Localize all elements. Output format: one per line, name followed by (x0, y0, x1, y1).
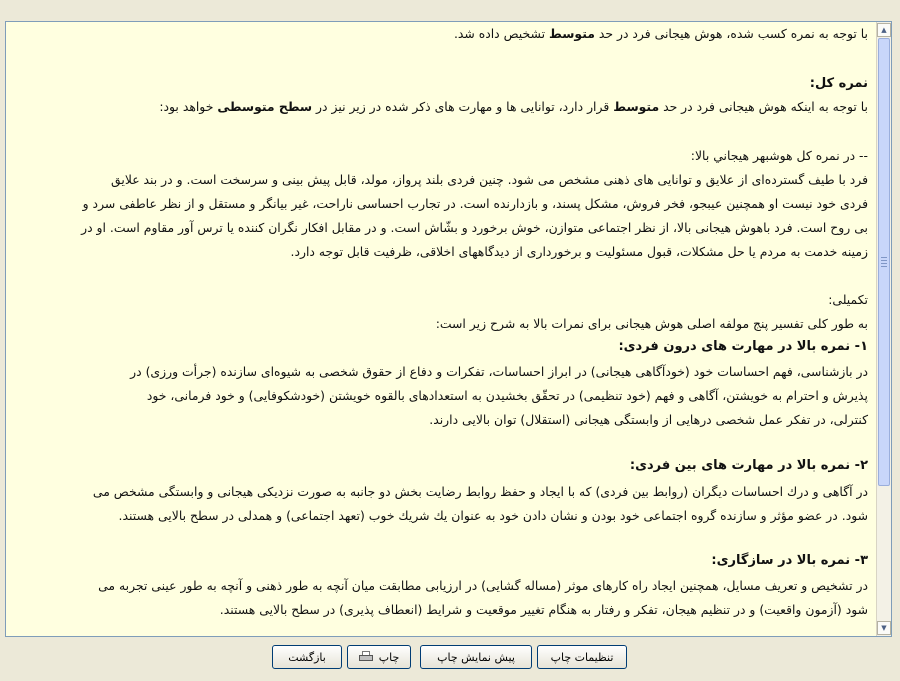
section-2-line: در آگاهی و درك احساسات ديگران (روابط بين فردى) كه با ايجاد و حفظ روابط رضايت بخش دو جانبه به صورت نزديكى هيجانى و وابستگى مشخص مى (92, 484, 868, 499)
back-button[interactable] (272, 645, 342, 669)
section-3-title: ۳- نمره بالا در سازگاری: (711, 553, 868, 568)
vertical-scrollbar[interactable] (876, 22, 891, 636)
report-content (6, 22, 876, 636)
section-1-line: در بازشناسی، فهم احساسات خود (خودآگاهی هیجانی) در ابراز احساسات، تفکرات و دفاع از حقوق شخصی به شیوه‌ای سازنده (جرأت ورزی) در (130, 364, 868, 379)
back-button-label: بازگشت (288, 650, 326, 664)
section-1-line: پذیرش و احترام به خویشتن، آگاهی و فهم (خود تنظیمی) در تحقّق بخشیدن به استعدادهای بالقوه خویشتن (خودشکوفایی) و خود فرمانی، خود (146, 388, 868, 403)
button-bar (0, 645, 900, 671)
report-viewer (5, 21, 892, 637)
high-score-line: فرد با طیف گسترده‌ای از علایق و توانایی های ذهنی مشخص می شود. چنین فردی بلند پرواز، مولد، قابل پیش بینی و سرسخت است. و در بند علایق (111, 172, 868, 187)
overall-score-text: با توجه به اینکه هوش هیجانی فرد در حد متوسط قرار دارد، توانایی ها و مهارت های ذکر شده در زیر نیز در سطح متوسطی خواهد بود: (159, 99, 868, 114)
overall-score-title: نمره کل: (809, 76, 868, 91)
print-settings-button-label: تنظیمات چاپ (550, 650, 614, 664)
section-3-line: شود (آزمون واقعیت) و در تنظیم هیجان، تفکر و رفتار به هنگام تغییر موقعیت و شرایط (انعطاف پذیری) در سطح بالایی هستند. (219, 602, 868, 617)
high-score-line: فردی خود نیست او همچنین عیبجو، فخر فروش، مشکل پسند، و بازدارنده است. در تجارب احساسی ناراحت، غیر بیانگر و مستقل و از نظر عاطفی سرد و (82, 196, 868, 211)
intro-line: با توجه به نمره کسب شده، هوش هیجانی فرد در حد متوسط تشخیص داده شد. (453, 26, 868, 41)
print-preview-button[interactable] (420, 645, 532, 669)
section-1-line: کنترلی، در تفکر عمل شخصی درهایی از وابستگی هیجانی (استقلال) توان بالایی دارند. (429, 412, 868, 427)
section-3-line: در تشخیص و تعریف مسایل، همچنین ایجاد راه کارهای موثر (مساله گشایی) در ارزیابی مطابقت میان آنچه به طور ذهنی و آنچه به طور عینی تجربه می (98, 578, 868, 593)
print-button-label: چاپ (378, 650, 400, 664)
section-2-title: ۲- نمره بالا در مهارت های بین فردی: (629, 458, 868, 473)
section-1-title: ۱- نمره بالا در مهارت های درون فردی: (618, 339, 868, 354)
high-score-line: زمینه خدمت به مردم یا حل مشکلات، قبول مسئولیت و برخورداری از دیدگاههای اخلاقی، ظرفیت قابل توجه دارد. (290, 244, 868, 259)
section-2-line: شود. در عضو مؤثر و سازنده گروه اجتماعى خود بودن و نشان دادن خود به عنوان يك شريك خوب (تعهد اجتماعى) و همدلی در سطح بالایی هستند. (118, 508, 868, 523)
level-text: متوسط (548, 26, 595, 41)
scrollbar-thumb[interactable] (878, 38, 890, 486)
arrow-down-icon[interactable]: ▼ (877, 621, 891, 635)
supplementary-title: تکمیلی: (828, 292, 868, 307)
printer-icon (359, 651, 373, 663)
print-preview-button-label: پیش نمایش چاپ (437, 650, 515, 664)
arrow-up-icon[interactable]: ▲ (877, 23, 891, 37)
supplementary-intro: به طور کلی تفسیر پنج مولفه اصلی هوش هیجانی برای نمرات بالا به شرح زیر است: (435, 316, 868, 331)
print-button[interactable] (347, 645, 411, 669)
print-settings-button[interactable] (537, 645, 627, 669)
high-score-line: بی روح است. فرد باهوش هیجانی بالا، از نظر اجتماعی متوازن، خوش برخورد و بشّاش است. و در مقابل افکار نگران کننده یا ترس آور مقاوم است. او در (81, 220, 868, 235)
high-score-heading: -- در نمره كل هوشبهر هيجاني بالا: (690, 148, 868, 163)
